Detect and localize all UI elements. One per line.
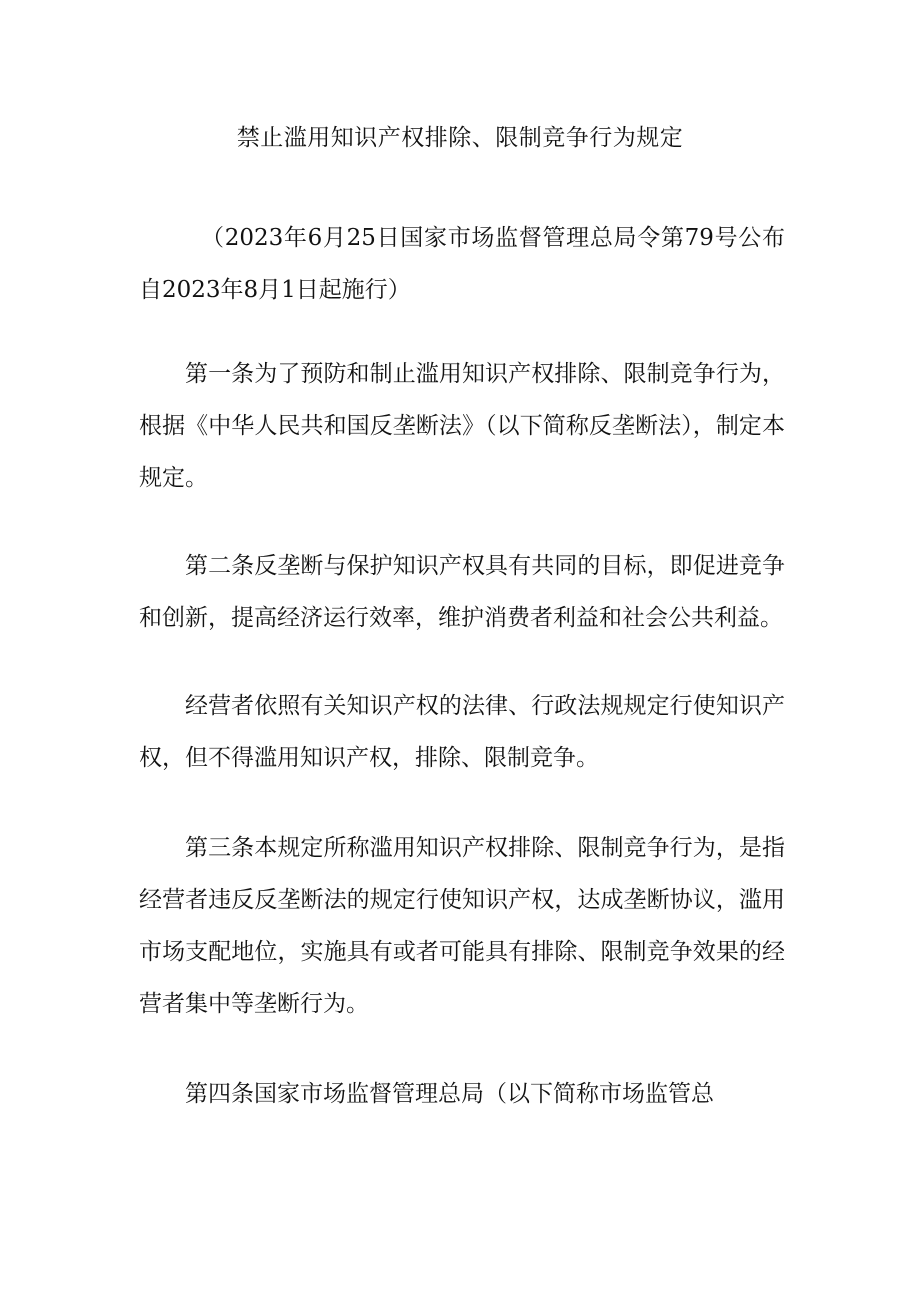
document-title: 禁止滥用知识产权排除、限制竞争行为规定 bbox=[236, 125, 684, 151]
document-subtitle: （2023年6月25日国家市场监督管理总局令第79号公布 自2023年8月1日起施行） bbox=[139, 225, 785, 303]
paragraph-article-2-continued: 经营者依照有关知识产权的法律、行政法规规定行使知识产权，但不得滥用知识产权，排除、限制竞争。 bbox=[139, 693, 785, 771]
paragraph-article-4: 第四条国家市场监督管理总局（以下简称市场监管总 bbox=[185, 1081, 714, 1107]
paragraph-article-1: 第一条为了预防和制止滥用知识产权排除、限制竞争行为，根据《中华人民共和国反垄断法》（以下简称反垄断法），制定本规定。 bbox=[139, 361, 785, 491]
paragraph-article-2: 第二条反垄断与保护知识产权具有共同的目标，即促进竞争和创新，提高经济运行效率，维护消费者利益和社会公共利益。 bbox=[139, 553, 785, 631]
paragraph-article-3: 第三条本规定所称滥用知识产权排除、限制竞争行为，是指经营者违反反垄断法的规定行使知识产权，达成垄断协议，滥用市场支配地位，实施具有或者可能具有排除、限制竞争效果的经营者集中等垄断行为。 bbox=[139, 835, 785, 1017]
